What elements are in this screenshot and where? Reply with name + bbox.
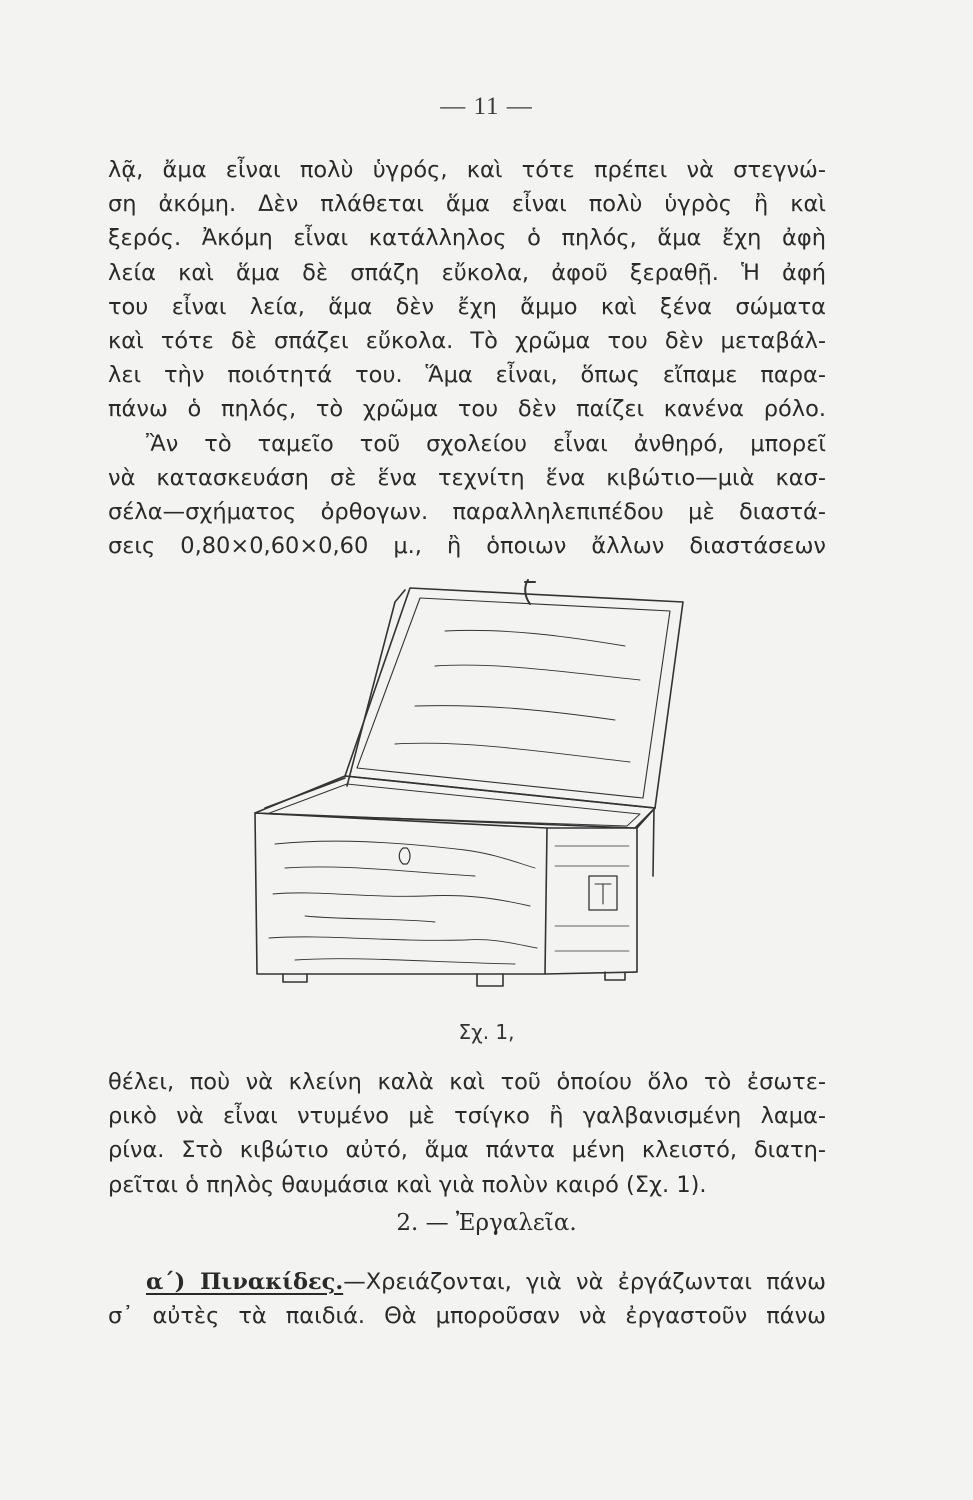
text-fragment: —Χρειάζονται, γιὰ νὰ ἐργάζωνται πάνω <box>343 1269 826 1295</box>
text-line: σέλα—σχήματος ὀρθογων. παραλληλεπιπέδου μὲ διαστά- <box>108 498 826 525</box>
text-line: σεις 0,80×0,60×0,60 μ., ἢ ὁποιων ἄλλων διαστάσεων <box>108 533 826 560</box>
body-text-bottom <box>108 1265 826 1333</box>
text-line: πάνω ὁ πηλός, τὸ χρῶμα του δὲν παίζει κανένα ρόλο. <box>108 396 826 423</box>
text-line <box>108 1265 826 1299</box>
chest-illustration <box>245 576 685 1006</box>
figure-caption: Σχ. 1, <box>458 1020 515 1044</box>
page-number: — 11 — <box>440 93 533 120</box>
text-line: λᾷ, ἄμα εἶναι πολὺ ὑγρός, καὶ τότε πρέπει νὰ στεγνώ- <box>108 157 826 183</box>
text-line: του εἶναι λεία, ἅμα δὲν ἔχη ἄμμο καὶ ξένα σώματα <box>108 293 826 320</box>
text-line: Ἂν τὸ ταμεῖο τοῦ σχολείου εἶναι ἀνθηρό, μπορεῖ <box>146 430 826 457</box>
text-line: θέλει, ποὺ νὰ κλείνη καλὰ καὶ τοῦ ὁποίου ὅλο τὸ ἐσωτε- <box>108 1069 826 1095</box>
text-line: λεία καὶ ἅμα δὲ σπάζη εὔκολα, ἀφοῦ ξεραθῇ. Ἡ ἀφή <box>108 259 826 286</box>
text-line: σ᾽ αὐτὲς τὰ παιδιά. Θὰ μποροῦσαν νὰ ἐργαστοῦν πάνω <box>108 1303 826 1330</box>
text-line: ρίνα. Στὸ κιβώτιο αὐτό, ἅμα πάντα μένη κλειστό, διατη- <box>108 1137 826 1164</box>
text-line: ση ἀκόμη. Δὲν πλάθεται ἅμα εἶναι πολὺ ὑγρὸς ἢ καὶ <box>108 191 826 218</box>
body-text-middle <box>108 1065 826 1202</box>
text-line: ξερός. Ἀκόμη εἶναι κατάλληλος ὁ πηλός, ἅμα ἔχη ἀφὴ <box>108 225 826 252</box>
text-line: ρικὸ νὰ εἶναι ντυμένο μὲ τσίγκο ἢ γαλβανισμένη λαμα- <box>108 1103 826 1130</box>
section-heading: 2. — Ἐργαλεῖα. <box>396 1210 577 1236</box>
text-line: λει τὴν ποιότητά του. Ἅμα εἶναι, ὅπως εἴπαμε παρα- <box>108 362 826 389</box>
text-line: καὶ τότε δὲ σπάζει εὔκολα. Τὸ χρῶμα του δὲν μεταβάλ- <box>108 327 826 354</box>
body-text-top <box>108 153 826 563</box>
text-line: νὰ κατασκευάση σὲ ἕνα τεχνίτη ἕνα κιβώτιο—μιὰ κασ- <box>108 464 826 491</box>
text-line: ρεῖται ὁ πηλὸς θαυμάσια καὶ γιὰ πολὺν καιρό (Σχ. 1). <box>108 1171 707 1198</box>
subsection-label: α΄) Πινακίδες. <box>146 1269 344 1295</box>
